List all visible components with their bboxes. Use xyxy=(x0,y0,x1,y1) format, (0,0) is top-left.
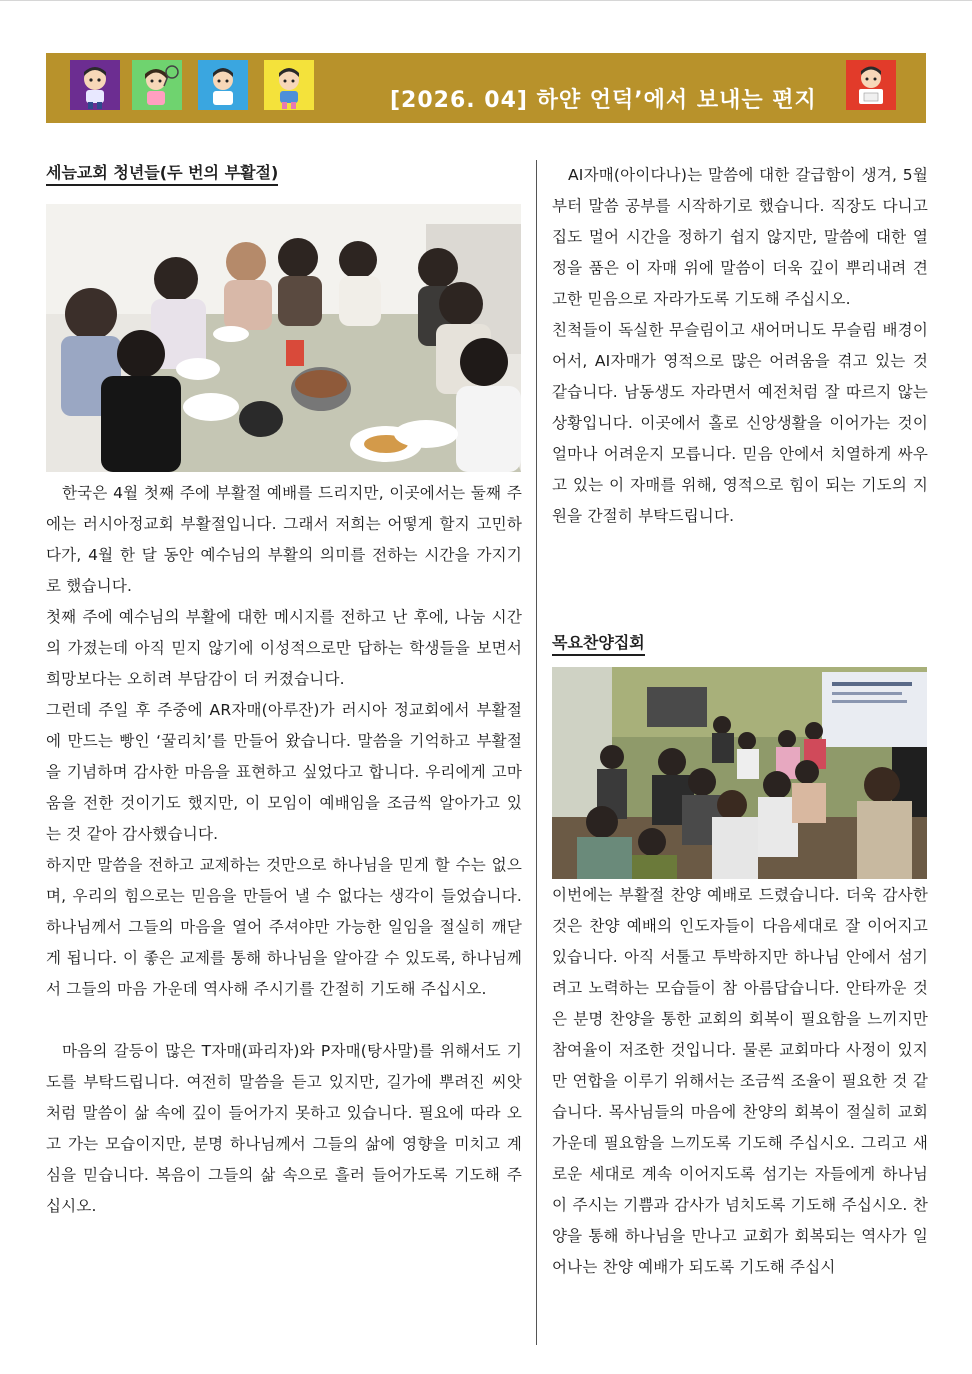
boy-reading-avatar-icon xyxy=(846,60,896,110)
newsletter-title: [2026. 04] 하얀 언덕’에서 보내는 편지 xyxy=(390,88,817,113)
boy-avatar-icon xyxy=(70,60,120,110)
child-avatar-icon xyxy=(264,60,314,110)
paragraph: 이번에는 부활절 찬양 예배로 드렸습니다. 더욱 감사한 것은 찬양 예배의 인도자들이 다음세대로 잘 이어지고 있습니다. 아직 서툴고 투박하지만 하나님 안에서 섬기려고 노력하는 모습들이 참 아름답습니다. 안타까운 것은 분명 찬양을 통한 교회의 회복이 필요함을 느끼지만 참여율이 저조한 것입니다. 물론 교회마다 사정이 있지만 연합을 이루기 위해서는 조금씩 조율이 필요한 것 같습니다. 목사님들의 마음에 찬양의 회복이 절실히 교회 가운데 필요함을 느끼도록 기도해 주십시오. 그리고 새로운 세대로 계속 이어지도록 섬기는 자들에게 하나님이 주시는 기쁨과 감사가 넘치도록 기도해 주십시오. 찬양을 통해 하나님을 만나고 교회가 회복되는 역사가 일어나는 찬양 예배가 되도록 기도해 주십시 xyxy=(552,886,928,1276)
paragraph: AI자매(아이다나)는 말씀에 대한 갈급함이 생겨, 5월부터 말씀 공부를 시작하기로 했습니다. 직장도 다니고 집도 멀어 시간을 정하기 쉽지 않지만, 말씀에 대한 열정을 품은 이 자매 위에 말씀이 더욱 깊이 뿌리내려 견고한 믿음으로 자라가도록 기도해 주십시오. xyxy=(552,166,928,308)
left-column xyxy=(46,160,522,1215)
girl-badminton-avatar-icon xyxy=(132,60,182,110)
top-border xyxy=(0,0,972,1)
paragraph: 한국은 4월 첫째 주에 부활절 예배를 드리지만, 이곳에서는 둘째 주에는 러시아정교회 부활절입니다. 그래서 저희는 어떻게 할지 고민하다가, 4월 한 달 동안 예수님의 부활의 의미를 전하는 시간을 가지기로 했습니다. xyxy=(46,484,522,595)
paragraph: 하지만 말씀을 전하고 교제하는 것만으로 하나님을 믿게 할 수는 없으며, 우리의 힘으로는 믿음을 만들어 낼 수 없다는 생각이 들었습니다. 하나님께서 그들의 마음을 열어 주셔야만 가능한 일임을 절실히 깨닫게 됩니다. 이 좋은 교제를 통해 하나님을 알아갈 수 있도록, 하나님께서 그들의 마음 가운데 역사해 주시기를 간절히 기도해 주십시오. xyxy=(46,856,522,998)
paragraph: 친척들이 독실한 무슬림이고 새어머니도 무슬림 배경이어서, AI자매가 영적으로 많은 어려움을 겪고 있는 것 같습니다. 남동생도 자라면서 예전처럼 잘 따르지 않는 상황입니다. 이곳에서 홀로 신앙생활을 이어가는 것이 얼마나 어려운지 모릅니다. 믿음 안에서 치열하게 싸우고 있는 이 자매를 위해, 영적으로 힘이 되는 기도의 지원을 간절히 부탁드립니다. xyxy=(552,321,928,525)
paragraph: 첫째 주에 예수님의 부활에 대한 메시지를 전하고 난 후에, 나눔 시간의 가졌는데 아직 믿지 않기에 이성적으로만 답하는 학생들을 보면서 희망보다는 오히려 부담감이 더 커졌습니다. xyxy=(46,608,522,688)
youth-dinner-photo xyxy=(46,204,521,472)
section-title-worship: 목요찬양집회 xyxy=(552,630,645,656)
column-divider xyxy=(536,160,537,1345)
boy-avatar-icon xyxy=(198,60,248,110)
right-column xyxy=(552,160,928,1276)
paragraph: 마음의 갈등이 많은 T자매(파리자)와 P자매(탕사말)를 위해서도 기도를 부탁드립니다. 여전히 말씀을 듣고 있지만, 길가에 뿌려진 씨앗처럼 말씀이 삶 속에 깊이 들어가지 못하고 있습니다. 필요에 따라 오고 가는 모습이지만, 분명 하나님께서 그들의 삶에 영향을 미치고 계심을 믿습니다. 복음이 그들의 삶 속으로 흘러 들어가도록 기도해 주십시오. xyxy=(46,1042,522,1215)
worship-meeting-photo xyxy=(552,667,927,879)
header-banner xyxy=(46,53,926,123)
section-title-youth: 세늠교회 청년들(두 번의 부활절) xyxy=(46,160,278,186)
paragraph: 그런데 주일 후 주중에 AR자매(아루잔)가 러시아 정교회에서 부활절에 만드는 빵인 ‘꿀리치’를 만들어 왔습니다. 말씀을 기억하고 부활절을 기념하며 감사한 마음을 표현하고 싶었다고 합니다. 우리에게 고마움을 전한 것이기도 했지만, 이 모임이 예배임을 조금씩 알아가고 있는 것 같아 감사했습니다. xyxy=(46,701,522,843)
